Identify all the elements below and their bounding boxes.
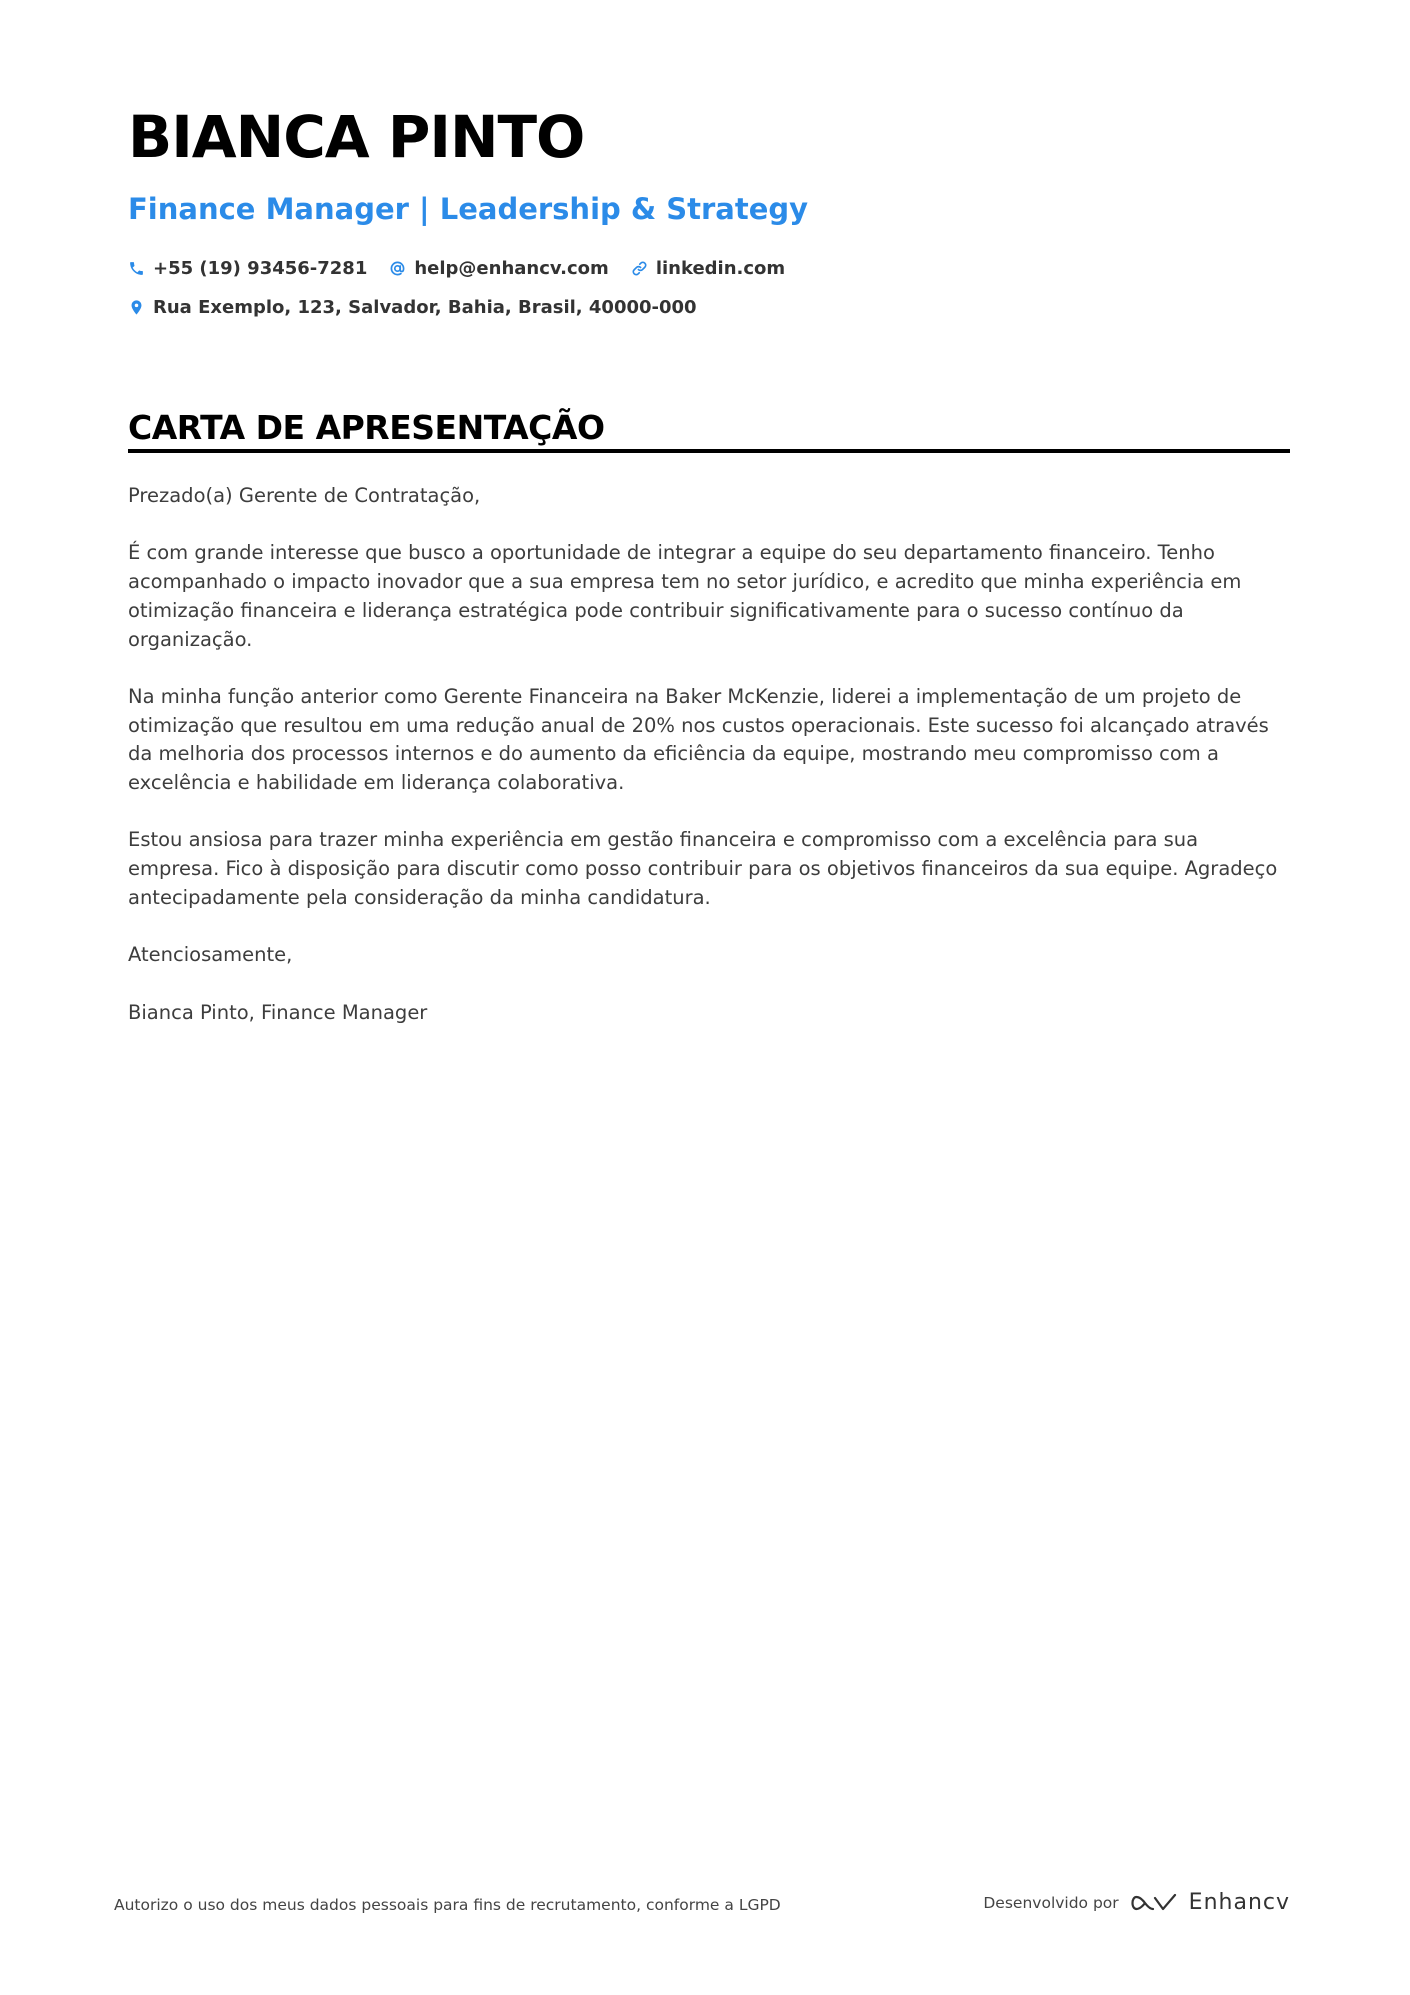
contact-email-text[interactable]: help@enhancv.com: [414, 257, 609, 279]
contact-row-primary: [128, 254, 1290, 282]
section-title: CARTA DE APRESENTAÇÃO: [128, 408, 605, 447]
contact-email[interactable]: [389, 258, 608, 279]
letter-body: [128, 482, 1290, 1056]
section-divider: [128, 449, 1290, 453]
letter-paragraph: Estou ansiosa para trazer minha experiência em gestão financeira e compromisso com a excelência para sua empresa. Fico à disposição para discutir como posso contribuir para os objetivos financeiros da sua equipe. Agradeço antecipadamente pela consideração da minha candidatura.: [128, 828, 1278, 909]
contact-phone: [128, 258, 367, 279]
letter-salutation: Prezado(a) Gerente de Contratação,: [128, 484, 481, 507]
letter-paragraph: Na minha função anterior como Gerente Financeira na Baker McKenzie, liderei a implementação de um projeto de otimização que resultou em uma redução anual de 20% nos custos operacionais. Este sucesso foi alcançado através da melhoria dos processos internos e do aumento da eficiência da equipe, mostrando meu compromisso com a excelência e habilidade em liderança colaborativa.: [128, 684, 1269, 794]
contact-linkedin[interactable]: [631, 258, 785, 279]
brand-name: Enhancv: [1188, 1890, 1290, 1915]
link-icon: [631, 260, 648, 277]
contact-linkedin-text[interactable]: linkedin.com: [655, 257, 786, 279]
letter-paragraph: É com grande interesse que busco a oportunidade de integrar a equipe do seu departamento financeiro. Tenho acompanhado o impacto inovador que a sua empresa tem no setor jurídico, e acredito que minha experiência em otimização financeira e liderança estratégica pode contribuir significativamente para o sucesso contínuo da organização.: [128, 541, 1242, 651]
contact-info: [128, 254, 1290, 332]
phone-icon: [128, 260, 145, 277]
contact-row-secondary: [128, 293, 1290, 321]
candidate-headline: Finance Manager | Leadership & Strategy: [128, 192, 809, 226]
contact-address: [128, 297, 697, 318]
location-pin-icon: [128, 299, 145, 316]
contact-address-text: Rua Exemplo, 123, Salvador, Bahia, Brasil, 40000-000: [153, 296, 697, 318]
footer-consent-text: Autorizo o uso dos meus dados pessoais para fins de recrutamento, conforme a LGPD: [114, 1896, 781, 1914]
letter-closing: Atenciosamente,: [128, 943, 293, 967]
footer-branding[interactable]: [983, 1890, 1290, 1915]
at-icon: [389, 260, 406, 277]
contact-phone-text: +55 (19) 93456-7281: [153, 257, 368, 279]
powered-by-label: Desenvolvido por: [983, 1893, 1119, 1912]
letter-signature: Bianca Pinto, Finance Manager: [128, 1000, 428, 1024]
enhancv-logo-icon: [1131, 1891, 1177, 1915]
candidate-name: BIANCA PINTO: [128, 103, 585, 171]
